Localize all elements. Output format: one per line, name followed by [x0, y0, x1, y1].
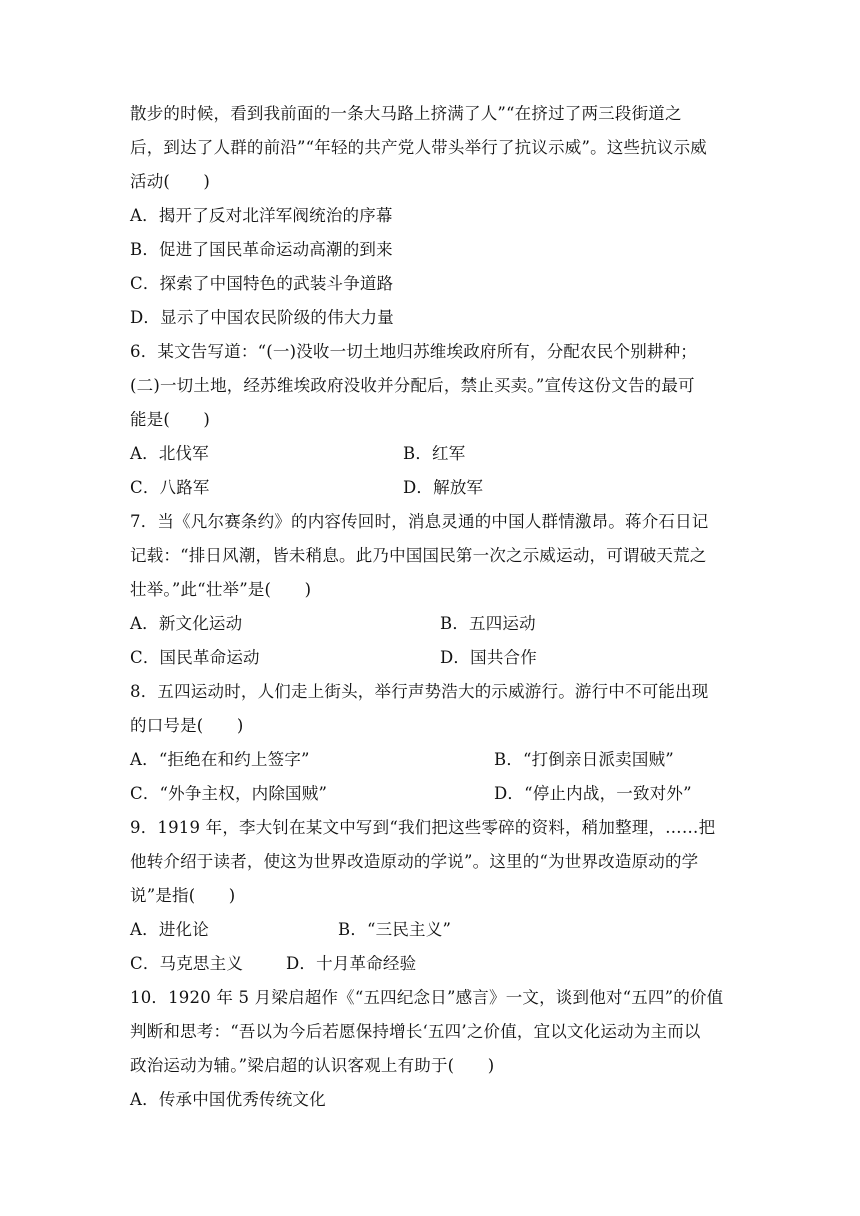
- question-8-option-d: D．“停止内战，一致对外”: [494, 784, 692, 803]
- question-6-option-b: B．红军: [403, 444, 466, 463]
- question-9-line-3: 说”是指( ): [130, 886, 236, 905]
- question-6-option-a: A．北伐军: [130, 444, 209, 463]
- question-10-option-a: A．传承中国优秀传统文化: [130, 1090, 326, 1109]
- question-5-option-c: C．探索了中国特色的武装斗争道路: [130, 274, 394, 293]
- question-5-option-b: B．促进了国民革命运动高潮的到来: [130, 240, 393, 259]
- question-8-option-a: A．“拒绝在和约上签字”: [130, 750, 310, 769]
- question-9-line-2: 他转介绍于读者，使这为世界改造原动的学说”。这里的“为世界改造原动的学: [130, 852, 699, 871]
- question-6-line-1: 6．某文告写道：“(一)没收一切土地归苏维埃政府所有，分配农民个别耕种；: [130, 342, 698, 361]
- question-10-line-1: 10．1920 年 5 月梁启超作《“五四纪念日”感言》一文，谈到他对“五四”的价值: [130, 988, 724, 1007]
- question-6-line-2: (二)一切土地，经苏维埃政府没收并分配后，禁止买卖。”宣传这份文告的最可: [130, 376, 695, 395]
- question-10-line-2: 判断和思考：“吾以为今后若愿保持增长‘五四’之价值，宜以文化运动为主而以: [130, 1022, 701, 1041]
- question-7-line-1: 7．当《凡尔赛条约》的内容传回时，消息灵通的中国人群情激昂。蒋介石日记: [130, 512, 709, 531]
- question-7-option-c: C．国民革命运动: [130, 648, 260, 667]
- question-5-line-1: 散步的时候，看到我前面的一条大马路上挤满了人”“在挤过了两三段街道之: [130, 104, 682, 123]
- question-7-option-b: B．五四运动: [440, 614, 536, 633]
- question-5-option-a: A．揭开了反对北洋军阀统治的序幕: [130, 206, 393, 225]
- question-6-option-c: C．八路军: [130, 478, 210, 497]
- question-6-option-d: D．解放军: [403, 478, 484, 497]
- question-5-line-2: 后，到达了人群的前沿”“年轻的共产党人带头举行了抗议示威”。这些抗议示威: [130, 138, 708, 157]
- question-7-line-2: 记载：“排日风潮，皆未稍息。此乃中国国民第一次之示威运动，可谓破天荒之: [130, 546, 707, 565]
- question-8-line-2: 的口号是( ): [130, 716, 244, 735]
- question-9-option-d: D．十月革命经验: [286, 954, 417, 973]
- question-8-option-c: C．“外争主权，内除国贼”: [130, 784, 328, 803]
- question-6-line-3: 能是( ): [130, 410, 211, 429]
- question-7-line-3: 壮举。”此“壮举”是( ): [130, 580, 312, 599]
- question-5-line-3: 活动( ): [130, 172, 211, 191]
- question-9-option-b: B．“三民主义”: [338, 920, 452, 939]
- question-9-option-a: A．进化论: [130, 920, 209, 939]
- question-8-option-b: B．“打倒亲日派卖国贼”: [494, 750, 674, 769]
- question-7-option-d: D．国共合作: [440, 648, 537, 667]
- question-9-line-1: 9．1919 年，李大钊在某文中写到“我们把这些零碎的资料，稍加整理，……把: [130, 818, 716, 837]
- question-8-line-1: 8．五四运动时，人们走上街头，举行声势浩大的示威游行。游行中不可能出现: [130, 682, 709, 701]
- question-10-line-3: 政治运动为辅。”梁启超的认识客观上有助于( ): [130, 1056, 495, 1075]
- question-7-option-a: A．新文化运动: [130, 614, 243, 633]
- question-9-option-c: C．马克思主义: [130, 954, 244, 973]
- question-5-option-d: D．显示了中国农民阶级的伟大力量: [130, 308, 394, 327]
